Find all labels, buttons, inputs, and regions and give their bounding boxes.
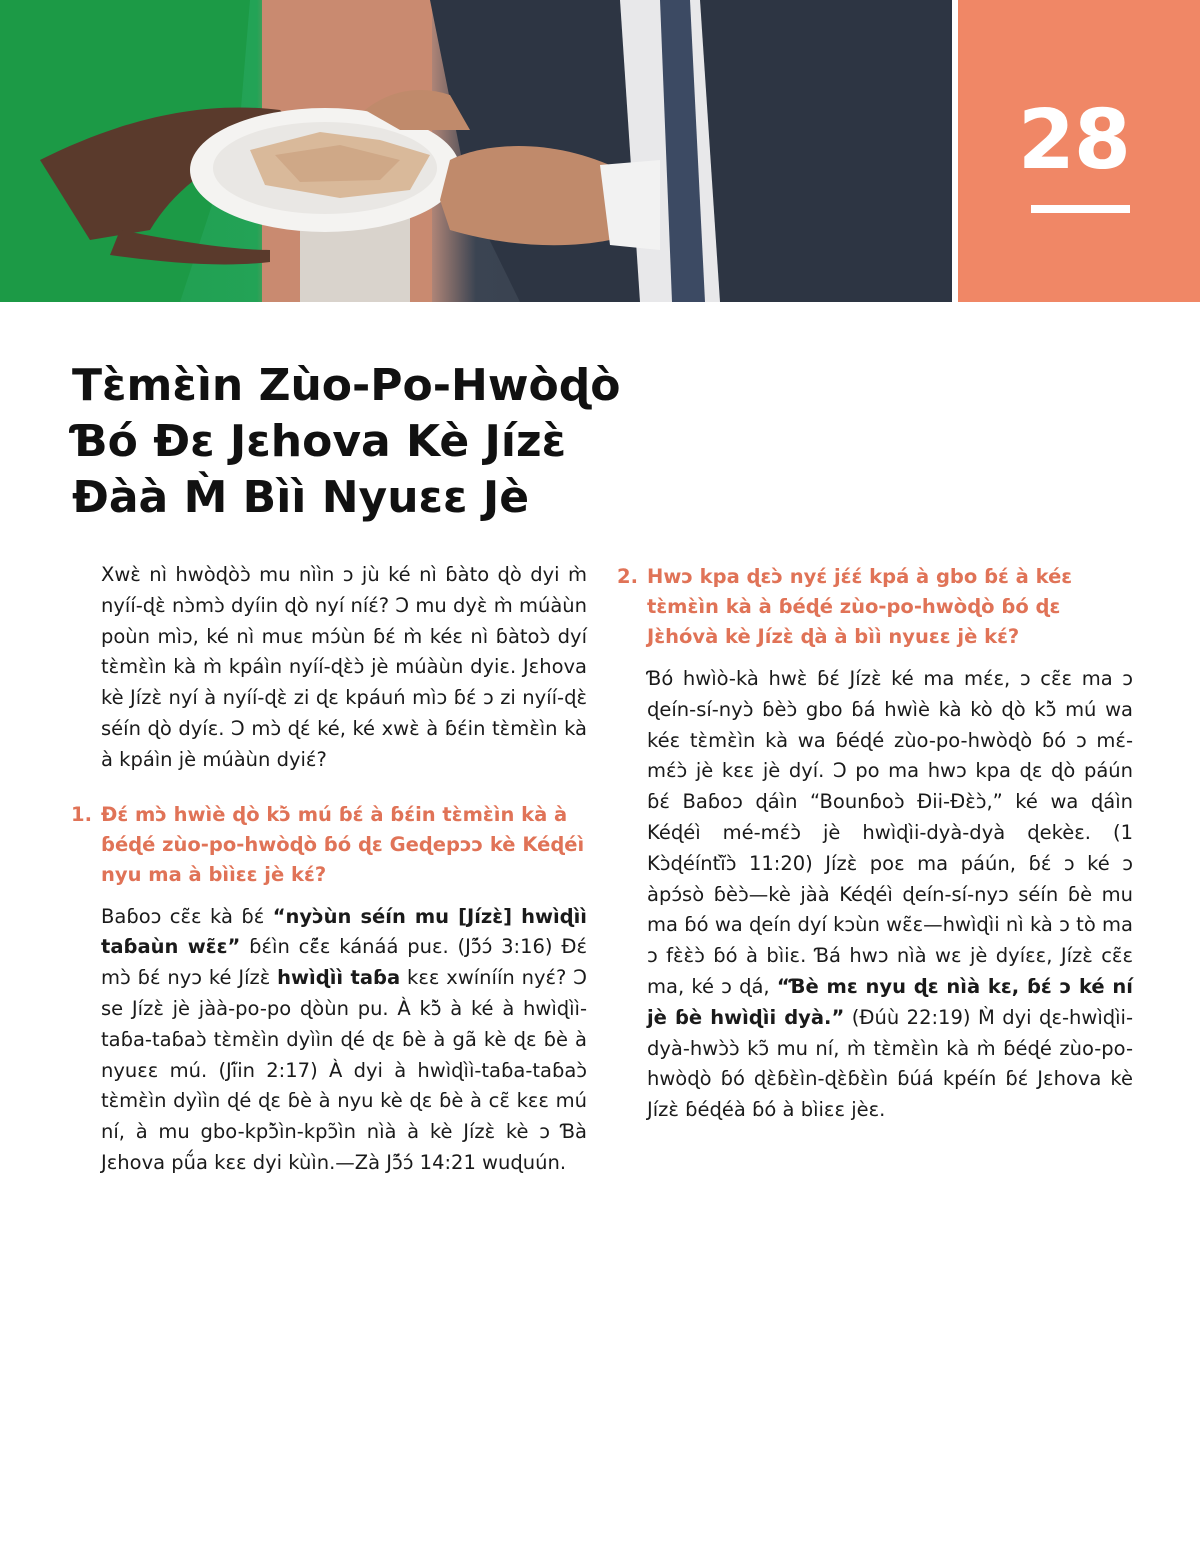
right-column [617, 562, 1133, 1126]
answer-1-bold-phrase: hwìɖìì taɓa [277, 966, 401, 990]
hero-photo [0, 0, 952, 302]
question-1-text: Ɖɛ́ mɔ̀ hwìè ɖò kɔ̃̀ mú ɓɛ́ à ɓɛ́in tɛ̀mɛ̀ìn kà à ɓéɖé zùo-po-hwòɖò ɓó ɖɛ Geɖepɔɔ kè Kéɖéì nyu ma à bììɛɛ jè kɛ́? [101, 802, 585, 886]
answer-1-text-b: ɓɛ́ìn cɛ̃́ɛ kánáá puɛ. (Jɔ̃́ɔ́ 3:16) Ɖɛ́ mɔ̀ ɓɛ́ nyɔ ké Jízɛ̀ [101, 935, 587, 990]
lesson-number-underline [1031, 205, 1130, 213]
lesson-number: 28 [1017, 93, 1130, 188]
title-line-2: Ɓó Ɖɛ Jɛhova Kè Jízɛ̀ [72, 416, 567, 467]
question-2-text: Hwɔ kpa ɖɛɔ̀ nyɛ́ jɛ́ɛ́ kpá à gbo ɓɛ́ à kéɛ tɛ̀mɛ̀ìn kà à ɓéɖé zùo-po-hwòɖò ɓó ɖɛ Jɛ̀hóvà kè Jízɛ̀ ɖà à bìì nyuɛɛ jè kɛ́? [647, 565, 1073, 648]
answer-2-paragraph [647, 664, 1133, 1126]
answer-1-paragraph [101, 902, 587, 1179]
title-line-3: Ɖàà M̀ Bìì Nyuɛɛ Jè [72, 472, 530, 523]
answer-1-text-a: Baɓoɔ cɛ̃ɛ kà ɓɛ́ [101, 904, 273, 928]
intro-paragraph: Xwɛ̀ nì hwòɖòɔ̀ mu nììn ɔ jù ké nì ɓàto ɖò dyi m̀ nyíí-ɖɛ̀ nɔ̀mɔ̀ dyíin ɖò nyí níɛ́? Ɔ mu dyɛ̀ m̀ múàùn poùn mìɔ, ké nì muɛ mɔ́ùn ɓɛ́ m̀ kéɛ nì ɓàtoɔ̀ dyí tɛ̀mɛ̀ìn kà m̀ kpáìn nyíí-ɖɛ̀ɔ̀ jè múàùn dyiɛ. Jɛhova kè Jízɛ̀ nyí à nyíí-ɖɛ̀ zi ɖɛ kpáuń mìɔ ɓɛ́ ɔ zi nyíí-ɖɛ̀ séín ɖò dyíɛ. Ɔ mɔ̀ ɖɛ́ ké, ké xwɛ̀ à ɓɛ́in tɛ̀mɛ̀ìn kà à kpáìn jè múàùn dyiɛ́? [101, 563, 587, 771]
lesson-number-badge [958, 0, 1200, 302]
title-line-1: Tɛ̀mɛ̀ìn Zùo-Po-Hwòɖò [72, 360, 621, 411]
question-2-number: 2. [617, 565, 638, 588]
question-1-number: 1. [71, 802, 92, 826]
answer-2-bold-quote: “Ɓè mɛ nyu ɖɛ nìà kɛ, ɓɛ́ ɔ ké ní jè ɓè hwìɖìi dyà.” [647, 974, 1133, 1029]
page-title [72, 358, 672, 526]
answer-2-text-b: (Ɖúù 22:19) M̀ dyi ɖɛ-hwìɖìi-dyà-hwɔ̀ɔ̀ kɔ̃ mu ní, m̀ tɛ̀mɛ̀ìn kà m̀ ɓéɖé zùo-po-hwòɖò ɓó ɖɛ̀ɓɛ̀ìn-ɖɛ̀ɓɛ̀ìn ɓúá kpéín ɓɛ́ Jɛhova kè Jízɛ̀ ɓéɖéà ɓó à bìiɛɛ jèɛ. [647, 1005, 1133, 1122]
answer-1-bold-quote: “nyɔ̀ùn séín mu [Jízɛ̀] hwìɖìì taɓaùn wɛ̃ɛ” [101, 904, 587, 959]
question-1 [71, 800, 587, 890]
answer-1-text-c: kɛɛ xwíníín nyɛ́? Ɔ se Jízɛ̀ jè jàà-po-po ɖòùn pu. À kɔ̃̀ à ké à hwìɖìì-taɓa-taɓaɔ̀ tɛ̀mɛ̀ìn dyììn ɖé ɖɛ ɓè à gã kè ɖɛ ɓè à nyuɛɛ mú. (Jĩ́in 2:17) À dyi à hwìɖìì-taɓa-taɓaɔ̀ tɛ̀mɛ̀ìn dyììn ɖé ɖɛ ɓè à nyu kè ɖɛ ɓè à cɛ̃ kɛɛ mú ní, à mu gbo-kpɔ̃̀ìn-kpɔ̃ìn nìà à kè Jízɛ̀ kè ɔ Ɓà Jɛhova pṹa kɛɛ dyi kùìn.—Zà Jɔ̃́ɔ́ 14:21 wuɖuún. [101, 966, 587, 1174]
left-column [71, 560, 587, 1179]
answer-2-text-a: Ɓó hwìò-kà hwɛ̀ ɓɛ́ Jízɛ̀ ké ma mɛ́ɛ, ɔ cɛ̃ɛ ma ɔ ɖeín-sí-nyɔ̀ ɓèɔ̀ gbo ɓá hwìè kà kò ɖò kɔ̃̀ mú wa kéɛ tɛ̀mɛ̀ìn kà wa ɓéɖé zùo-po-hwòɖò ɓó ɔ mɛ́-mɛ́ɔ̀ jè kɛɛ jè dyí. Ɔ po ma hwɔ kpa ɖɛ ɖò páún ɓɛ́ Baɓoɔ ɖáìn “Bounɓoɔ̀ Ɖii-Ɖɛ̀ɔ̀,” ké wa ɖáìn Kéɖéì mé-mɛ́ɔ̀ jè hwìɖìi-dyà-dyà ɖekèɛ. (1 Kɔ̀ɖéíntĩ̀ɔ̀ 11:20) Jízɛ̀ poɛ ma páún, ɓɛ́ ɔ ké ɔ àpɔ́sò ɓèɔ̀—kè jàà Kéɖéì ɖeín-sí-nyɔ séín ɓè mu ma ɓó wa ɖeín dyí kɔùn wɛ̃ɛ—hwìɖìi nì kà ɔ tò ma ɔ fɛ̀ɛ̀ɔ̀ ɓó à bìiɛ. Ɓá hwɔ nìà wɛ jè dyíɛɛ, Jízɛ̀ cɛ̃ɛ ma, ké ɔ ɖá, [647, 667, 1133, 998]
question-2 [617, 562, 1133, 652]
